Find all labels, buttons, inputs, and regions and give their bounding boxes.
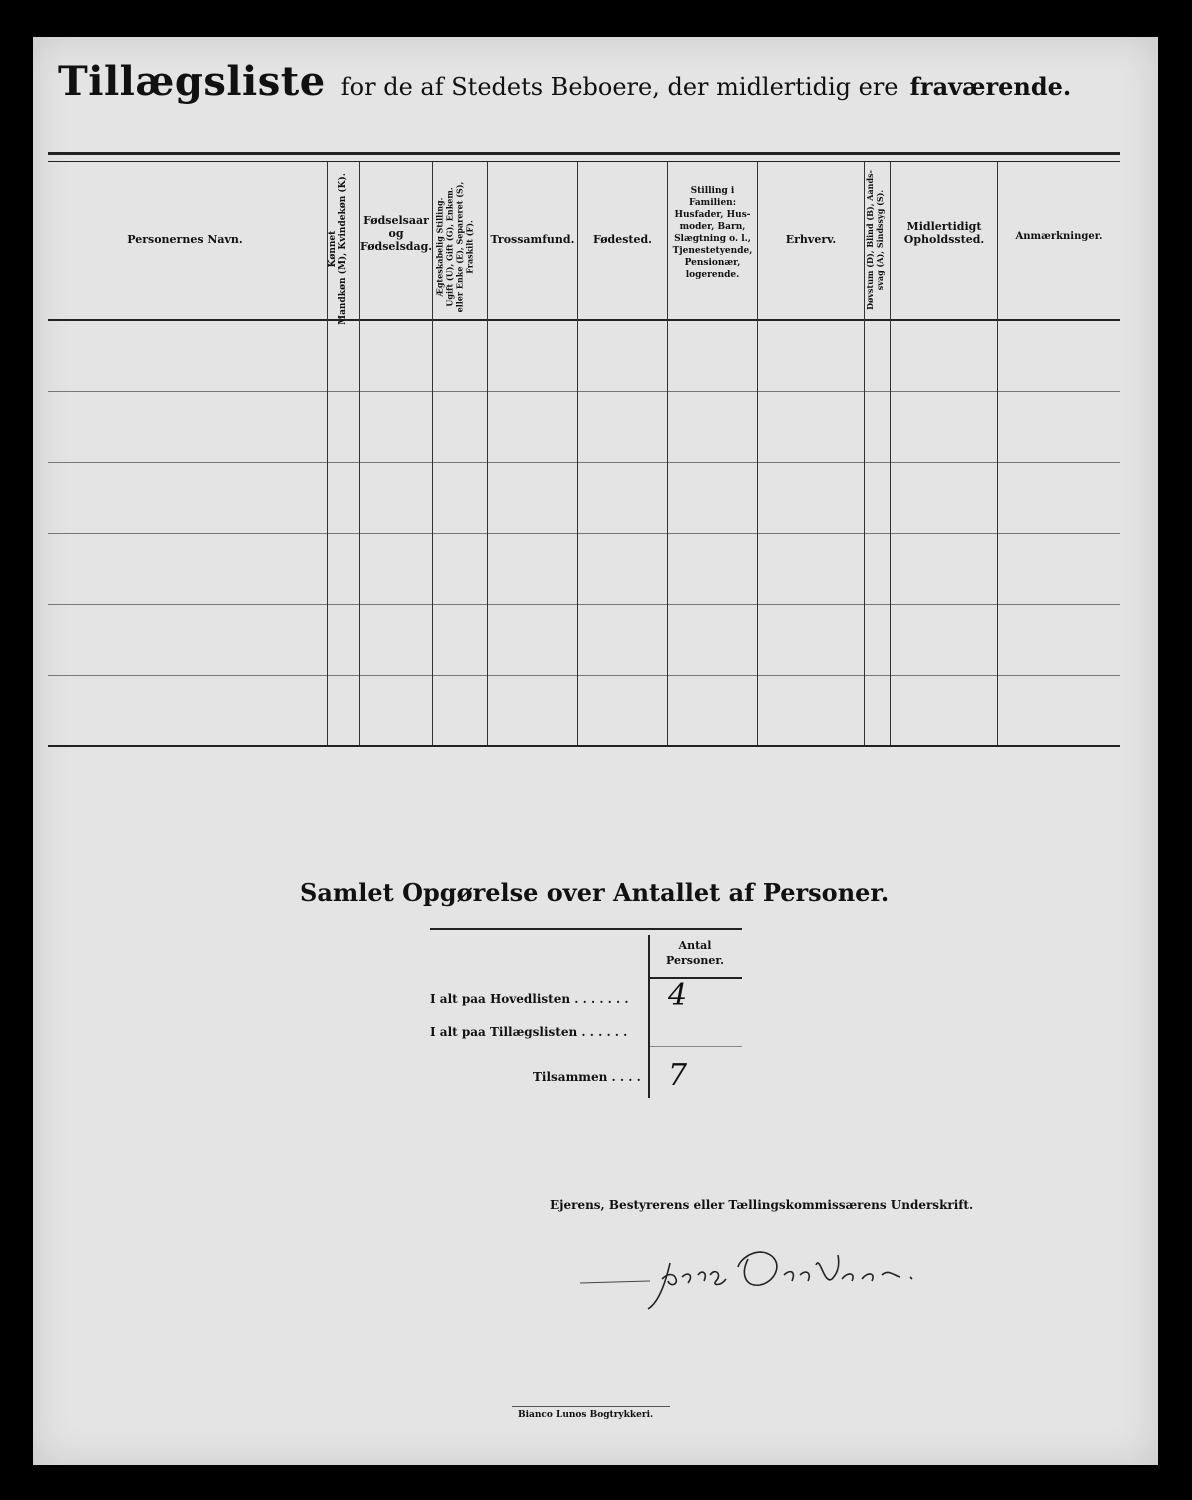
summary-value-hovedlisten: 4 xyxy=(668,978,688,1013)
table-bottom-rule xyxy=(48,745,1120,747)
summary-subtotal-rule xyxy=(650,1046,742,1047)
column-divider xyxy=(997,162,998,745)
col-header-navn: Personernes Navn. xyxy=(127,233,243,246)
signature-label: Ejerens, Bestyrerens eller Tællingskommissærens Underskrift. xyxy=(550,1198,974,1212)
column-divider xyxy=(487,162,488,745)
col-header-fodsel: Fødselsaar og Fødselsdag. xyxy=(360,214,433,253)
col-header-dovstum: Døvstum (D), Blind (B), Aands- svag (A), Sindssyg (S). xyxy=(865,170,885,310)
summary-top-rule xyxy=(430,928,742,930)
col-header-kjonnet: Kønnet Mandkøn (M), Kvindekøn (K). xyxy=(328,173,348,325)
summary-label-hovedlisten: I alt paa Hovedlisten . . . . . . . xyxy=(430,992,629,1006)
summary-label-tilsammen: Tilsammen . . . . xyxy=(533,1070,641,1084)
printer-imprint: Bianco Lunos Bogtrykkeri. xyxy=(518,1410,654,1420)
col-header-aegteskab: Ægteskabelig Stilling. Ugift (U), Gift (G), Enkem. eller Enke (E), Separeret (S), Fraskilt (F). xyxy=(434,181,475,313)
col-header-fodested: Fødested. xyxy=(592,233,653,246)
row-rule xyxy=(48,462,1120,463)
title-bold-tail: fraværende. xyxy=(909,72,1072,101)
title-main: Tillægsliste xyxy=(58,58,326,105)
title-rest: for de af Stedets Beboere, der midlertidig ere xyxy=(340,73,899,101)
row-rule xyxy=(48,533,1120,534)
summary-divider xyxy=(648,935,650,1098)
col-header-anmaerkninger: Anmærkninger. xyxy=(1015,231,1103,242)
row-rule xyxy=(48,604,1120,605)
column-divider xyxy=(432,162,433,745)
summary-label-tillaegslisten: I alt paa Tillægslisten . . . . . . xyxy=(430,1025,628,1039)
summary-value-tilsammen: 7 xyxy=(668,1058,688,1093)
col-header-trossamfund: Trossamfund. xyxy=(490,233,575,246)
col-header-erhverv: Erhverv. xyxy=(785,233,837,246)
col-header-stilling: Stilling i Familien: Husfader, Hus- moder, Barn, Slægtning o. l., Tjenestetyende, Pensionær, logerende. xyxy=(672,186,753,280)
form-title xyxy=(58,58,1118,118)
handwritten-signature xyxy=(570,1245,940,1315)
printer-underline xyxy=(512,1406,670,1407)
table-top-rule xyxy=(48,152,1120,155)
table-top-rule-thin xyxy=(48,161,1120,162)
col-header-midlertidigt: Midlertidigt Opholdssted. xyxy=(903,220,985,246)
column-divider xyxy=(757,162,758,745)
row-rule xyxy=(48,391,1120,392)
row-rule xyxy=(48,675,1120,676)
column-divider xyxy=(577,162,578,745)
summary-col-header: Antal Personer. xyxy=(666,939,724,967)
summary-header-rule xyxy=(650,977,742,979)
column-divider xyxy=(890,162,891,745)
summary-title: Samlet Opgørelse over Antallet af Personer. xyxy=(300,878,890,907)
header-bottom-rule xyxy=(48,319,1120,321)
